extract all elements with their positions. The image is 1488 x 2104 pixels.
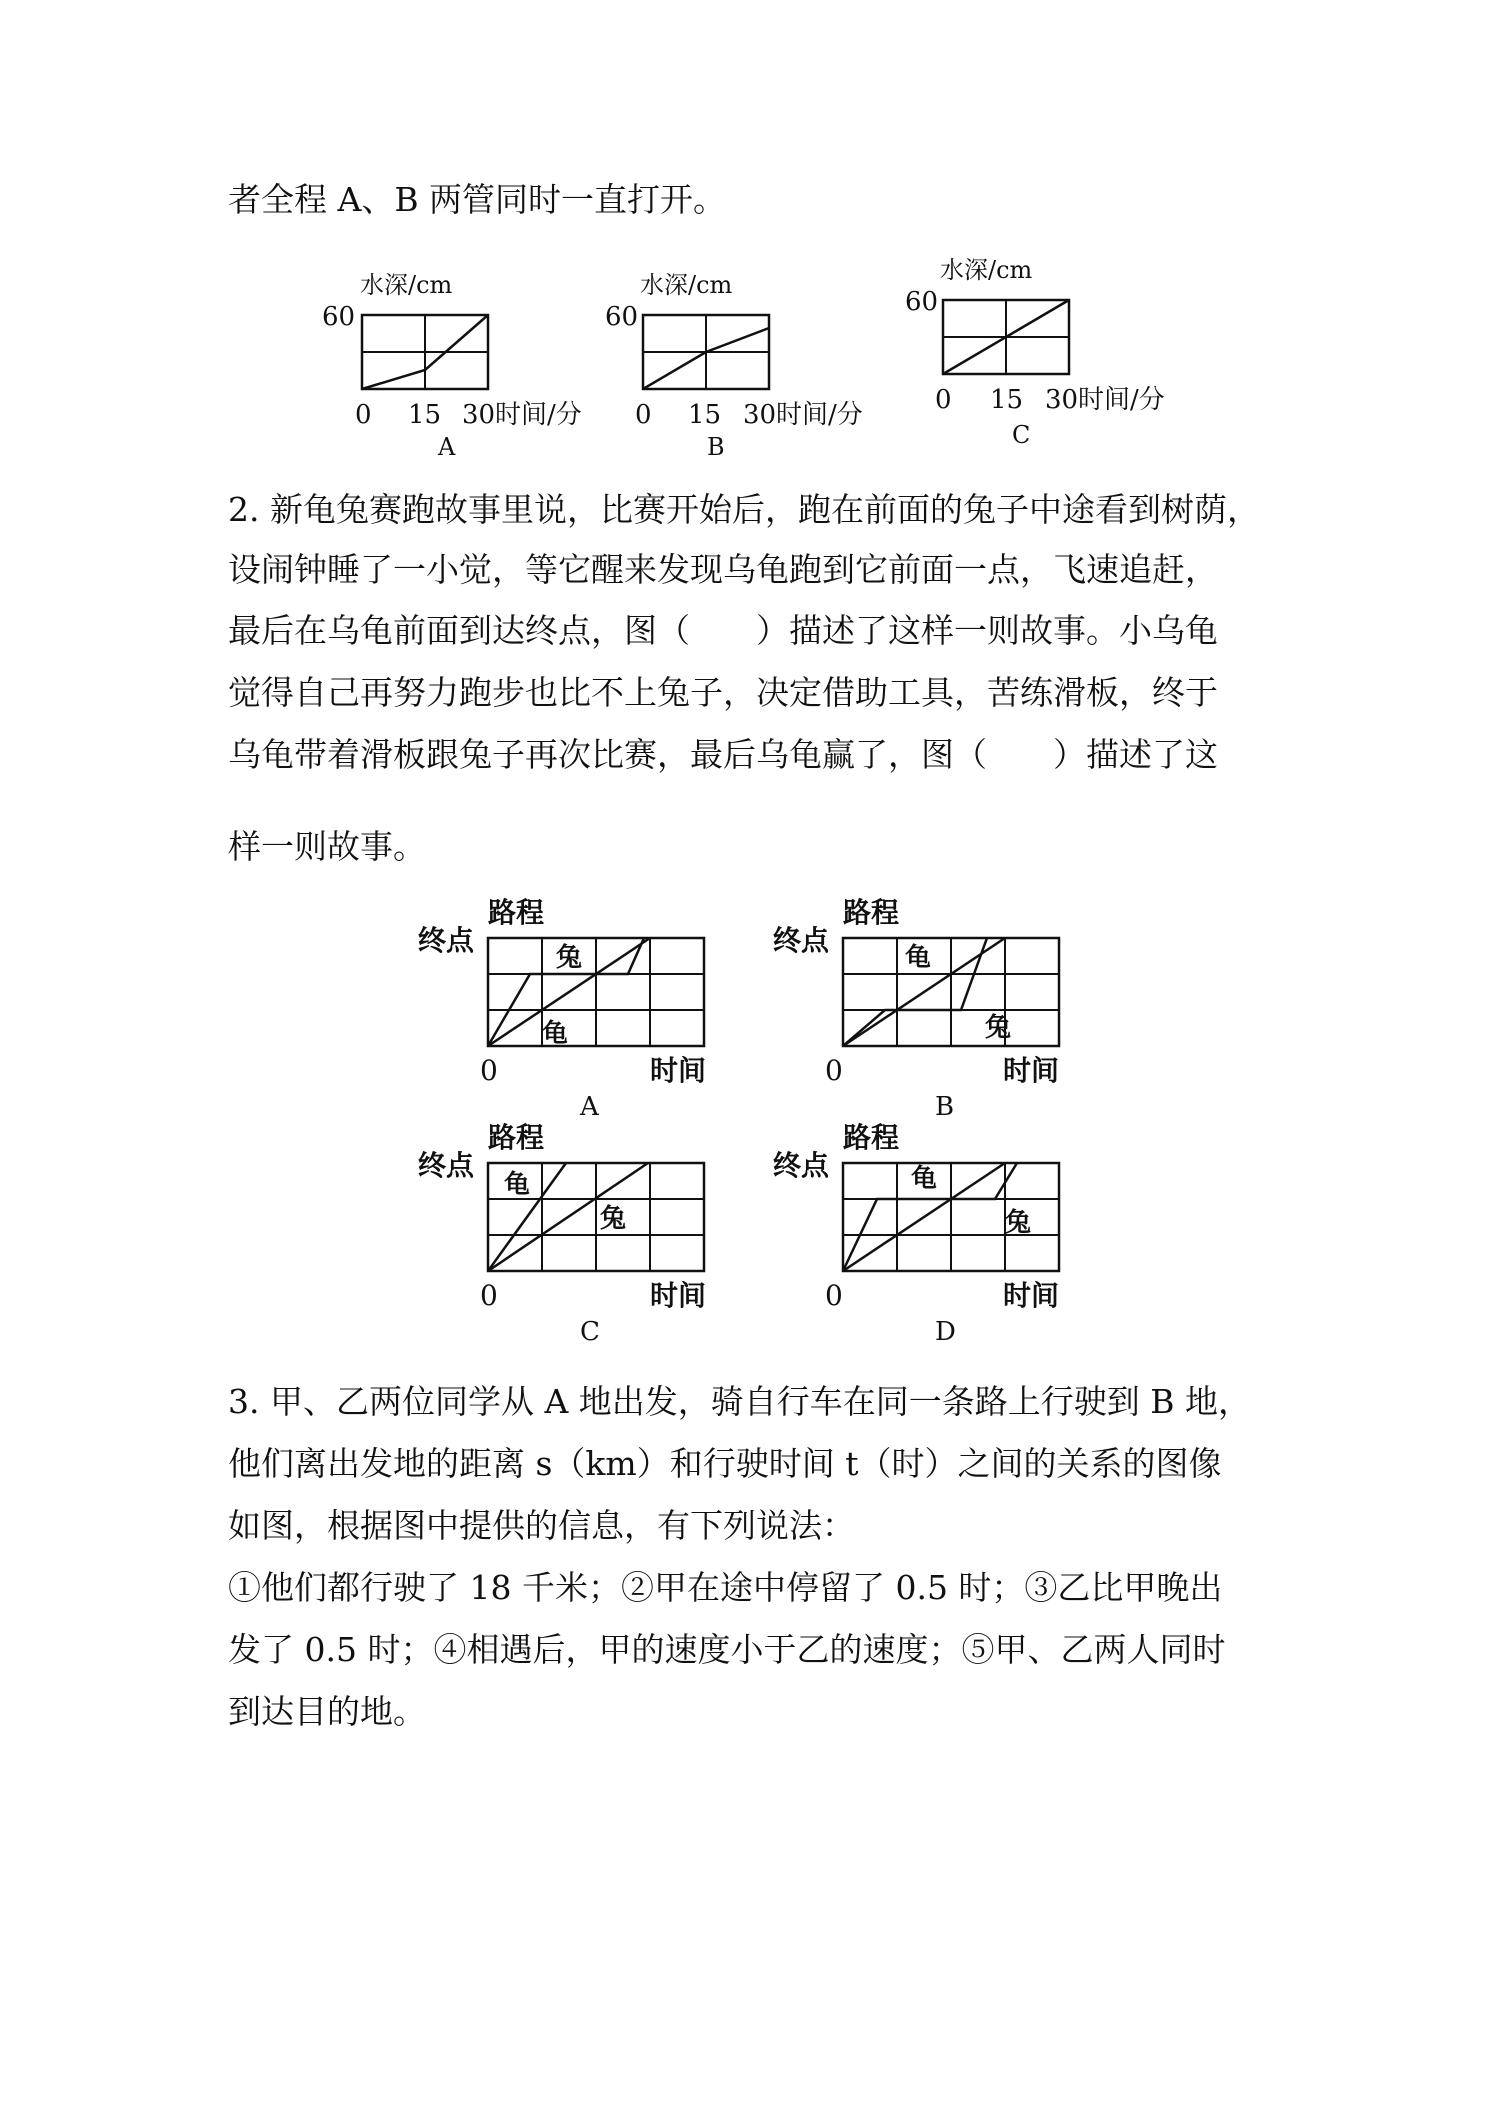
water-ylabel: 水深/cm bbox=[940, 256, 1033, 284]
race-yend: 终点 bbox=[773, 1149, 830, 1182]
water-xlabel: 时间/分 bbox=[776, 400, 863, 430]
turtle-label: 龟 bbox=[905, 943, 932, 973]
intro-line: 者全程 A、B 两管同时一直打开。 bbox=[228, 180, 727, 219]
water-xtick-0: 0 bbox=[355, 400, 372, 430]
race-ylabel: 路程 bbox=[488, 896, 545, 929]
option-label-a: A bbox=[438, 433, 456, 461]
turtle-label: 龟 bbox=[911, 1164, 938, 1194]
q3-line-6: 到达目的地。 bbox=[228, 1692, 426, 1731]
race-yend: 终点 bbox=[773, 924, 830, 957]
water-xtick-0: 0 bbox=[635, 400, 652, 430]
water-ytick: 60 bbox=[605, 302, 639, 332]
race-option-d: D bbox=[935, 1317, 956, 1345]
race-option-c: C bbox=[580, 1317, 600, 1345]
water-xtick-15: 15 bbox=[688, 400, 722, 430]
water-ytick: 60 bbox=[905, 287, 939, 317]
water-xtick-30: 30 bbox=[462, 400, 496, 430]
water-xtick-0: 0 bbox=[935, 385, 952, 415]
race-origin: 0 bbox=[825, 1279, 843, 1312]
water-xtick-30: 30 bbox=[1045, 385, 1079, 415]
race-chart-d bbox=[765, 1115, 1095, 1349]
water-xtick-30: 30 bbox=[743, 400, 777, 430]
water-xlabel: 时间/分 bbox=[1078, 385, 1165, 415]
water-ytick: 60 bbox=[322, 302, 356, 332]
q2-line-3: 最后在乌龟前面到达终点，图（ ）描述了这样一则故事。小乌龟 bbox=[228, 611, 1218, 650]
race-origin: 0 bbox=[825, 1054, 843, 1087]
race-xlabel: 时间 bbox=[650, 1054, 707, 1087]
rabbit-label: 兔 bbox=[1005, 1208, 1032, 1238]
water-xlabel: 时间/分 bbox=[495, 400, 582, 430]
water-ylabel: 水深/cm bbox=[360, 271, 453, 299]
option-label-c: C bbox=[1012, 421, 1031, 449]
race-yend: 终点 bbox=[418, 1149, 475, 1182]
race-chart-a bbox=[410, 890, 740, 1124]
race-origin: 0 bbox=[480, 1279, 498, 1312]
race-xlabel: 时间 bbox=[1003, 1279, 1060, 1312]
q3-line-5: 发了 0.5 时；④相遇后，甲的速度小于乙的速度；⑤甲、乙两人同时 bbox=[228, 1630, 1226, 1669]
q3-line-2: 他们离出发地的距离 s（km）和行驶时间 t（时）之间的关系的图像 bbox=[228, 1444, 1222, 1483]
water-depth-chart-c bbox=[895, 240, 1195, 459]
water-depth-chart-a bbox=[310, 255, 600, 469]
race-ylabel: 路程 bbox=[843, 896, 900, 929]
q3-line-4: ①他们都行驶了 18 千米；②甲在途中停留了 0.5 时；③乙比甲晚出 bbox=[228, 1568, 1223, 1607]
q2-line-4: 觉得自己再努力跑步也比不上兔子，决定借助工具，苦练滑板，终于 bbox=[228, 673, 1218, 712]
rabbit-label: 兔 bbox=[556, 943, 583, 973]
race-xlabel: 时间 bbox=[1003, 1054, 1060, 1087]
race-chart-c bbox=[410, 1115, 740, 1349]
race-chart-b bbox=[765, 890, 1095, 1124]
q2-line-1: 2. 新龟兔赛跑故事里说，比赛开始后，跑在前面的兔子中途看到树荫， bbox=[228, 490, 1260, 529]
q3-line-1: 3. 甲、乙两位同学从 A 地出发，骑自行车在同一条路上行驶到 B 地， bbox=[228, 1382, 1252, 1421]
rabbit-label: 兔 bbox=[600, 1204, 627, 1234]
turtle-label: 龟 bbox=[504, 1170, 531, 1200]
rabbit-label: 兔 bbox=[985, 1013, 1012, 1043]
race-origin: 0 bbox=[480, 1054, 498, 1087]
race-ylabel: 路程 bbox=[488, 1121, 545, 1154]
turtle-label: 龟 bbox=[542, 1019, 569, 1049]
race-option-b: B bbox=[935, 1092, 955, 1120]
water-depth-chart-b bbox=[595, 255, 885, 469]
option-label-b: B bbox=[707, 433, 725, 461]
race-yend: 终点 bbox=[418, 924, 475, 957]
race-option-a: A bbox=[580, 1092, 599, 1120]
race-xlabel: 时间 bbox=[650, 1279, 707, 1312]
water-xtick-15: 15 bbox=[408, 400, 442, 430]
water-ylabel: 水深/cm bbox=[640, 271, 733, 299]
q2-line-2: 设闹钟睡了一小觉，等它醒来发现乌龟跑到它前面一点，飞速追赶， bbox=[228, 550, 1218, 589]
q2-line-6: 样一则故事。 bbox=[228, 827, 426, 866]
q2-line-5: 乌龟带着滑板跟兔子再次比赛，最后乌龟赢了，图（ ）描述了这 bbox=[228, 735, 1218, 774]
race-ylabel: 路程 bbox=[843, 1121, 900, 1154]
q3-line-3: 如图，根据图中提供的信息，有下列说法： bbox=[228, 1506, 855, 1545]
water-xtick-15: 15 bbox=[990, 385, 1024, 415]
